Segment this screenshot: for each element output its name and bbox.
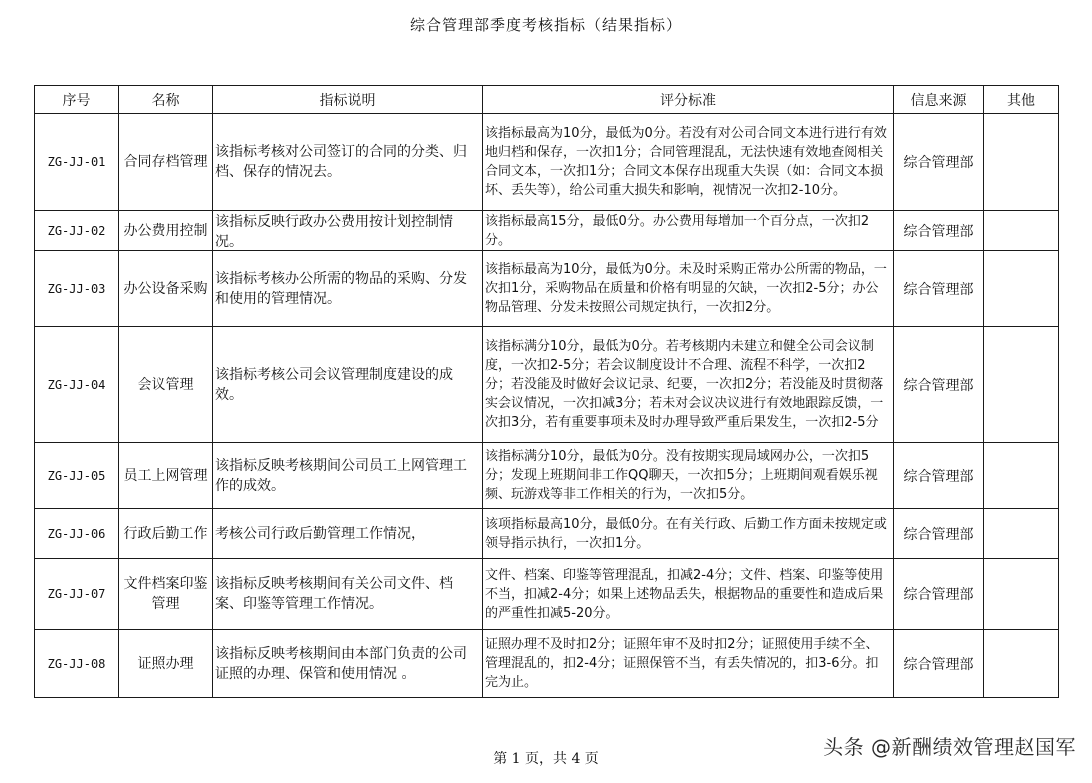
table-header-row: [35, 86, 1059, 114]
row-criteria-text: 该指标满分10分，最低为0分。若考核期内未建立和健全公司会议制度，一次扣2-5分；若会议制度设计不合理、流程不科学，一次扣2分；若没能及时做好会议记录、纪要，一次扣2分；若没能及时贯彻落实会议情况，一次扣减3分；若未对会议决议进行有效地跟踪反馈，一次扣3分，若有重要事项未及时办理导致严重后果发生，一次扣2-5分: [485, 339, 884, 430]
row-source: 综合管理部: [894, 559, 984, 630]
row-source: 综合管理部: [894, 630, 984, 698]
row-code: ZG-JJ-06: [35, 509, 119, 559]
table-row: [35, 327, 1059, 443]
row-other: [984, 327, 1059, 443]
row-description: 该指标反映考核期间公司员工上网管理工作的成效。: [213, 443, 483, 509]
document-title: 综合管理部季度考核指标（结果指标）: [409, 16, 682, 34]
row-name: 合同存档管理: [119, 114, 213, 211]
row-description: 该指标考核办公所需的物品的采购、分发和使用的管理情况。: [213, 251, 483, 327]
header-name: 名称: [119, 86, 213, 114]
table-row: [35, 559, 1059, 630]
row-criteria: [483, 251, 894, 327]
row-code: ZG-JJ-08: [35, 630, 119, 698]
row-description: [213, 211, 483, 251]
row-name: 文件档案印鉴管理: [119, 559, 213, 630]
row-source: 综合管理部: [894, 114, 984, 211]
page-footer: 第 1 页，共 4 页: [493, 751, 599, 767]
row-name-text: 办公费用控制: [123, 222, 208, 239]
table-row: [35, 509, 1059, 559]
header-description: 指标说明: [213, 86, 483, 114]
row-code: ZG-JJ-07: [35, 559, 119, 630]
row-source: 综合管理部: [894, 509, 984, 559]
row-criteria-text: 该指标最高为10分，最低为0分。若没有对公司合同文本进行进行有效地归档和保存，一次扣1分；合同管理混乱，无法快速有效地查阅相关合同文本，一次扣1分；合同文本保存出现重大失误（如：合同文本损坏、丢失等），给公司重大损失和影响，视情况一次扣2-10分。: [485, 126, 887, 198]
row-description: 考核公司行政后勤管理工作情况，: [213, 509, 483, 559]
row-code: ZG-JJ-04: [35, 327, 119, 443]
row-criteria-text: 该指标最高为10分，最低为0分。未及时采购正常办公所需的物品，一次扣1分，采购物品在质量和价格有明显的欠缺，一次扣2-5分；办公物品管理、分发未按照公司规定执行，一次扣2分。: [485, 262, 887, 315]
header-source: 信息来源: [894, 86, 984, 114]
row-description: 该指标考核对公司签订的合同的分类、归档、保存的情况去。: [213, 114, 483, 211]
row-code: ZG-JJ-01: [35, 114, 119, 211]
row-criteria-text: 该项指标最高10分，最低0分。在有关行政、后勤工作方面未按规定或领导指示执行，一次扣1分。: [485, 516, 887, 551]
row-criteria: [483, 559, 894, 630]
row-name: [119, 211, 213, 251]
row-code: ZG-JJ-02: [35, 211, 119, 251]
row-description: 该指标反映考核期间有关公司文件、档案、印鉴等管理工作情况。: [213, 559, 483, 630]
kpi-table: [34, 85, 1059, 698]
row-description: 该指标考核公司会议管理制度建设的成效。: [213, 327, 483, 443]
row-other: [984, 114, 1059, 211]
header-code: 序号: [35, 86, 119, 114]
row-criteria-text: 文件、档案、印鉴等管理混乱，扣减2-4分；文件、档案、印鉴等使用不当，扣减2-4分；如果上述物品丢失，根据物品的重要性和造成后果的严重性扣减5-20分。: [485, 567, 884, 621]
row-criteria: [483, 509, 894, 559]
row-name: 办公设备采购: [119, 251, 213, 327]
row-criteria: [483, 114, 894, 211]
row-other: [984, 630, 1059, 698]
header-other: 其他: [984, 86, 1059, 114]
row-criteria: [483, 443, 894, 509]
row-name: 会议管理: [119, 327, 213, 443]
row-other: [984, 443, 1059, 509]
watermark-text: 头条 @新酬绩效管理赵国军: [823, 735, 1076, 759]
row-code: ZG-JJ-03: [35, 251, 119, 327]
row-criteria-text: 证照办理不及时扣2分；证照年审不及时扣2分；证照使用手续不全、管理混乱的，扣2-4分；证照保管不当，有丢失情况的，扣3-6分。扣完为止。: [485, 637, 879, 690]
row-criteria-text: 该指标最高15分，最低0分。办公费用每增加一个百分点，一次扣2分。: [485, 213, 870, 248]
row-other: [984, 559, 1059, 630]
row-criteria: [483, 327, 894, 443]
row-criteria: [483, 630, 894, 698]
row-name: 证照办理: [119, 630, 213, 698]
row-criteria: [483, 211, 894, 251]
row-criteria-text: 该指标满分10分，最低为0分。没有按期实现局域网办公，一次扣5分；发现上班期间非工作QQ聊天，一次扣5分；上班期间观看娱乐视频、玩游戏等非工作相关的行为，一次扣5分。: [485, 449, 878, 502]
row-other: [984, 509, 1059, 559]
table-row: [35, 443, 1059, 509]
table-row: [35, 630, 1059, 698]
row-source: 综合管理部: [894, 327, 984, 443]
row-other: [984, 211, 1059, 251]
row-description: 该指标反映考核期间由本部门负责的公司证照的办理、保管和使用情况 。: [213, 630, 483, 698]
table-row: [35, 211, 1059, 251]
row-name: 行政后勤工作: [119, 509, 213, 559]
row-source: 综合管理部: [894, 211, 984, 251]
row-name: 员工上网管理: [119, 443, 213, 509]
row-source: 综合管理部: [894, 443, 984, 509]
table-row: [35, 251, 1059, 327]
row-source: 综合管理部: [894, 251, 984, 327]
row-code: ZG-JJ-05: [35, 443, 119, 509]
row-other: [984, 251, 1059, 327]
table-row: [35, 114, 1059, 211]
row-description-text: 该指标反映行政办公费用按计划控制情况。: [215, 213, 453, 250]
header-criteria: 评分标准: [483, 86, 894, 114]
